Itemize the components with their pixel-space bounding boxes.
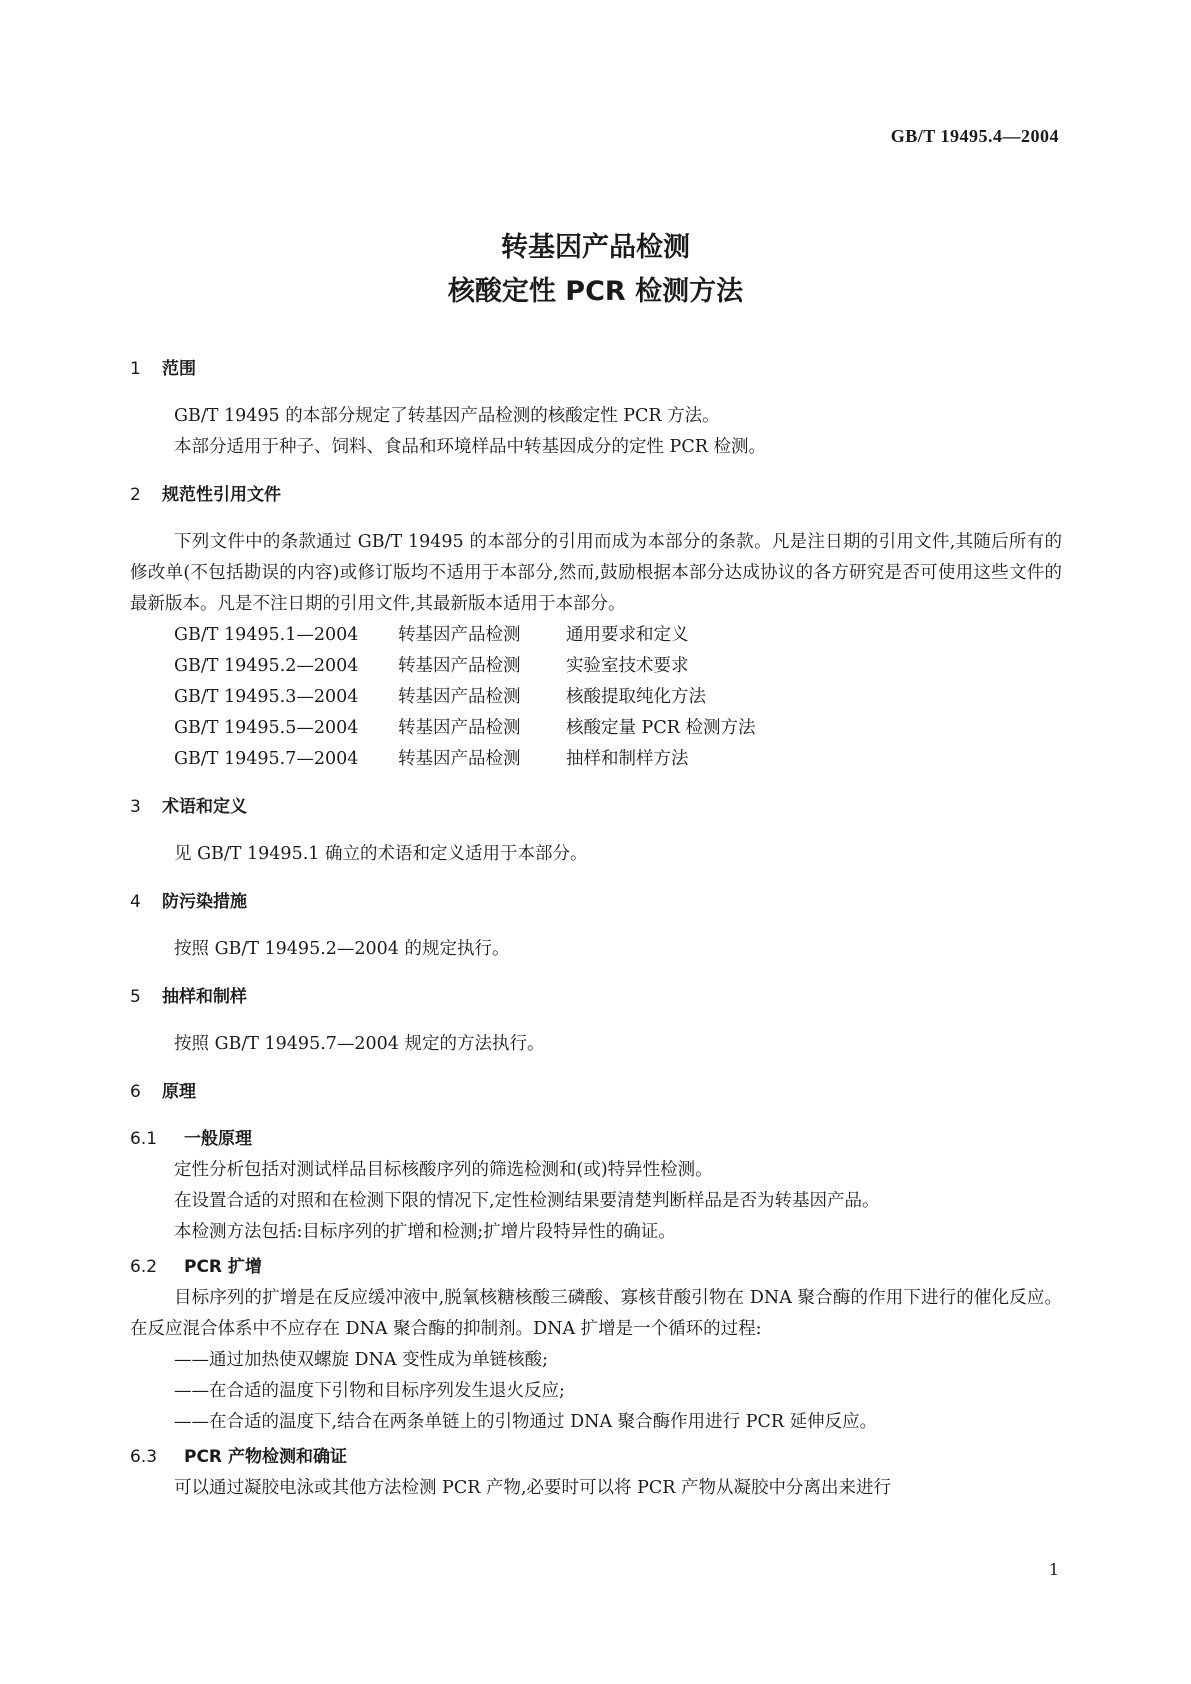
paragraph: 下列文件中的条款通过 GB/T 19495 的本部分的引用而成为本部分的条款。凡是注日期的引用文件,其随后所有的修改单(不包括勘误的内容)或修订版均不适用于本部分,然而,鼓励根据本部分达成协议的各方研究是否可使用这些文件的最新版本。凡是不注日期的引用文件,其最新版本适用于本部分。 bbox=[130, 532, 1062, 614]
paragraph: 见 GB/T 19495.1 确立的术语和定义适用于本部分。 bbox=[174, 844, 588, 864]
dash-list-item: ——在合适的温度下,结合在两条单链上的引物通过 DNA 聚合酶作用进行 PCR 延伸反应。 bbox=[174, 1412, 878, 1432]
paragraph: 在设置合适的对照和在检测下限的情况下,定性检测结果要清楚判断样品是否为转基因产品。 bbox=[174, 1191, 880, 1211]
title-line-2: 核酸定性 PCR 检测方法 bbox=[447, 276, 744, 307]
reference-item: GB/T 19495.3—2004 转基因产品检测 核酸提取纯化方法 bbox=[174, 687, 706, 707]
title-line-1: 转基因产品检测 bbox=[501, 232, 690, 263]
subsection-heading-6-2: 6.2 PCR 扩增 bbox=[130, 1257, 262, 1277]
section-heading-4: 4 防污染措施 bbox=[130, 892, 247, 912]
document-title bbox=[0, 226, 1191, 314]
section-heading-5: 5 抽样和制样 bbox=[130, 987, 247, 1007]
standard-code: GB/T 19495.4—2004 bbox=[890, 126, 1059, 146]
page-number: 1 bbox=[1048, 1560, 1059, 1579]
paragraph: 定性分析包括对测试样品目标核酸序列的筛选检测和(或)特异性检测。 bbox=[174, 1160, 713, 1180]
paragraph: 按照 GB/T 19495.7—2004 规定的方法执行。 bbox=[174, 1034, 545, 1054]
paragraph: 本部分适用于种子、饲料、食品和环境样品中转基因成分的定性 PCR 检测。 bbox=[174, 437, 766, 457]
paragraph: 可以通过凝胶电泳或其他方法检测 PCR 产物,必要时可以将 PCR 产物从凝胶中分离出来进行 bbox=[174, 1478, 891, 1498]
section-heading-3: 3 术语和定义 bbox=[130, 797, 247, 817]
subsection-heading-6-1: 6.1 一般原理 bbox=[130, 1129, 252, 1149]
paragraph: GB/T 19495 的本部分规定了转基因产品检测的核酸定性 PCR 方法。 bbox=[174, 406, 720, 426]
section-heading-6: 6 原理 bbox=[130, 1082, 196, 1102]
paragraph: 本检测方法包括:目标序列的扩增和检测;扩增片段特异性的确证。 bbox=[174, 1222, 676, 1242]
dash-list-item: ——在合适的温度下引物和目标序列发生退火反应; bbox=[174, 1381, 565, 1401]
reference-item: GB/T 19495.1—2004 转基因产品检测 通用要求和定义 bbox=[174, 625, 689, 645]
document-body bbox=[130, 354, 1062, 1504]
section-heading-2: 2 规范性引用文件 bbox=[130, 485, 281, 505]
subsection-heading-6-3: 6.3 PCR 产物检测和确证 bbox=[130, 1447, 347, 1467]
paragraph: 目标序列的扩增是在反应缓冲液中,脱氧核糖核酸三磷酸、寡核苷酸引物在 DNA 聚合酶的作用下进行的催化反应。在反应混合体系中不应存在 DNA 聚合酶的抑制剂。DNA 扩增是一个循环的过程: bbox=[130, 1288, 1062, 1339]
paragraph: 按照 GB/T 19495.2—2004 的规定执行。 bbox=[174, 939, 510, 959]
section-heading-1: 1 范围 bbox=[130, 359, 196, 379]
reference-item: GB/T 19495.2—2004 转基因产品检测 实验室技术要求 bbox=[174, 656, 689, 676]
reference-item: GB/T 19495.5—2004 转基因产品检测 核酸定量 PCR 检测方法 bbox=[174, 718, 756, 738]
dash-list-item: ——通过加热使双螺旋 DNA 变性成为单链核酸; bbox=[174, 1350, 549, 1370]
reference-item: GB/T 19495.7—2004 转基因产品检测 抽样和制样方法 bbox=[174, 749, 689, 769]
